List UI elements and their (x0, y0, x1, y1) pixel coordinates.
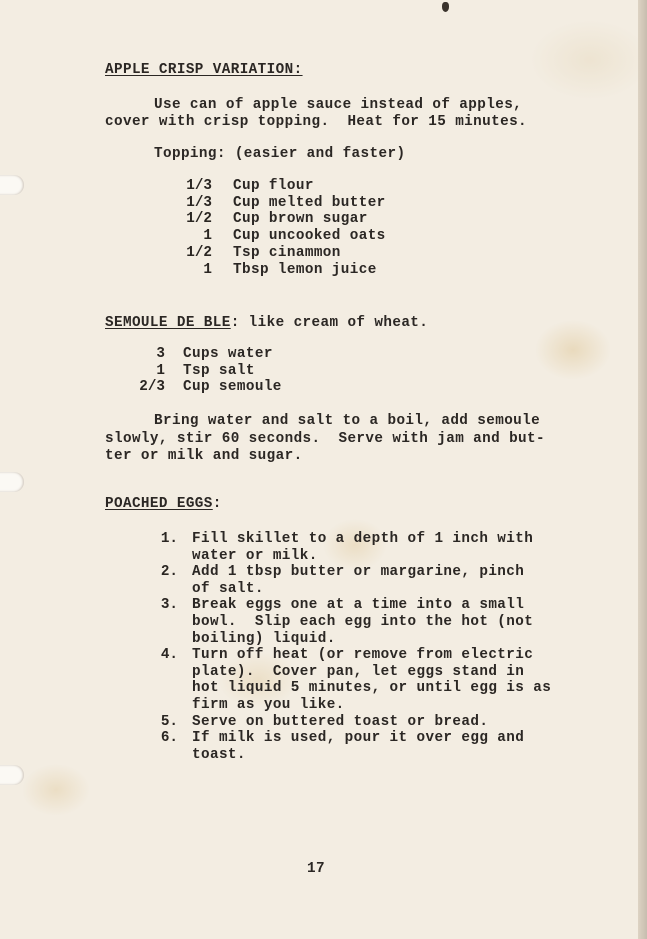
semoule-heading: SEMOULE DE BLE (105, 315, 231, 331)
ingredient-text: Tsp cinammon (233, 244, 341, 261)
ingredient-qty: 1/2 (186, 244, 212, 261)
step-text-line: Add 1 tbsp butter or margarine, pinch (192, 564, 525, 581)
ingredient-text: Cup semoule (183, 379, 282, 396)
step-text-line: bowl. Slip each egg into the hot (not (192, 614, 534, 630)
semoule-body-line2: slowly, stir 60 seconds. Serve with jam and but- (105, 431, 545, 447)
apple-crisp-heading: APPLE CRISP VARIATION: (105, 62, 303, 78)
step-text-line: Serve on buttered toast or bread. (192, 713, 489, 730)
semoule-heading-rest: : like cream of wheat. (230, 315, 429, 331)
ingredient-qty: 1/3 (186, 194, 212, 211)
ingredient-qty: 3 (156, 346, 165, 362)
page-edge (638, 0, 647, 939)
semoule-body-line1: Bring water and salt to a boil, add semoule (154, 413, 541, 429)
step-number: 6. (160, 730, 178, 747)
ingredient-text: Cup flour (233, 178, 314, 194)
binder-hole-top (0, 175, 24, 195)
ingredient-qty: 1/2 (186, 211, 212, 228)
step-number: 2. (160, 564, 178, 581)
ingredient-text: Cups water (183, 346, 273, 362)
ingredient-qty: 1 (203, 228, 212, 245)
step-text-line: of salt. (192, 580, 264, 597)
semoule-heading-line (105, 315, 428, 332)
step-text-line: toast. (192, 746, 246, 763)
ingredient-text: Tbsp lemon juice (233, 261, 377, 278)
ingredient-text: Cup uncooked oats (233, 228, 386, 245)
step-text-line: If milk is used, pour it over egg and (192, 730, 525, 747)
apple-crisp-intro-line1: Use can of apple sauce instead of apples, (154, 97, 523, 113)
step-number: 4. (160, 647, 178, 664)
ingredient-qty: 2/3 (139, 379, 165, 396)
ingredient-qty: 1/3 (186, 178, 212, 194)
ingredient-text: Cup brown sugar (233, 211, 368, 228)
step-text-line: Break eggs one at a time into a small (192, 597, 525, 614)
ingredient-text: Tsp salt (183, 362, 255, 379)
poached-eggs-heading-colon: : (212, 496, 222, 512)
poached-eggs-heading-line (105, 496, 222, 513)
page-number: 17 (307, 861, 325, 877)
step-text-line: boiling) liquid. (192, 630, 336, 647)
ingredient-qty: 1 (156, 362, 165, 379)
topping-label: Topping: (easier and faster) (154, 146, 406, 162)
poached-eggs-heading: POACHED EGGS (105, 496, 213, 512)
binder-hole-middle (0, 472, 24, 492)
step-number: 3. (160, 597, 178, 614)
binder-hole-bottom (0, 765, 24, 785)
step-text-line: Turn off heat (or remove from electric (192, 647, 534, 664)
step-text-line: firm as you like. (192, 697, 345, 713)
step-number: 5. (160, 713, 178, 730)
ink-spot-decoration (442, 2, 449, 12)
apple-crisp-intro-line2: cover with crisp topping. Heat for 15 minutes. (105, 114, 528, 130)
step-text-line: water or milk. (192, 547, 318, 564)
semoule-body-line3: ter or milk and sugar. (105, 448, 303, 464)
step-text-line: plate). Cover pan, let eggs stand in (192, 663, 525, 680)
step-text-line: Fill skillet to a depth of 1 inch with (192, 531, 534, 547)
step-text-line: hot liquid 5 minutes, or until egg is as (192, 680, 552, 697)
ingredient-text: Cup melted butter (233, 194, 386, 211)
step-number: 1. (160, 531, 178, 547)
ingredient-qty: 1 (203, 261, 212, 278)
